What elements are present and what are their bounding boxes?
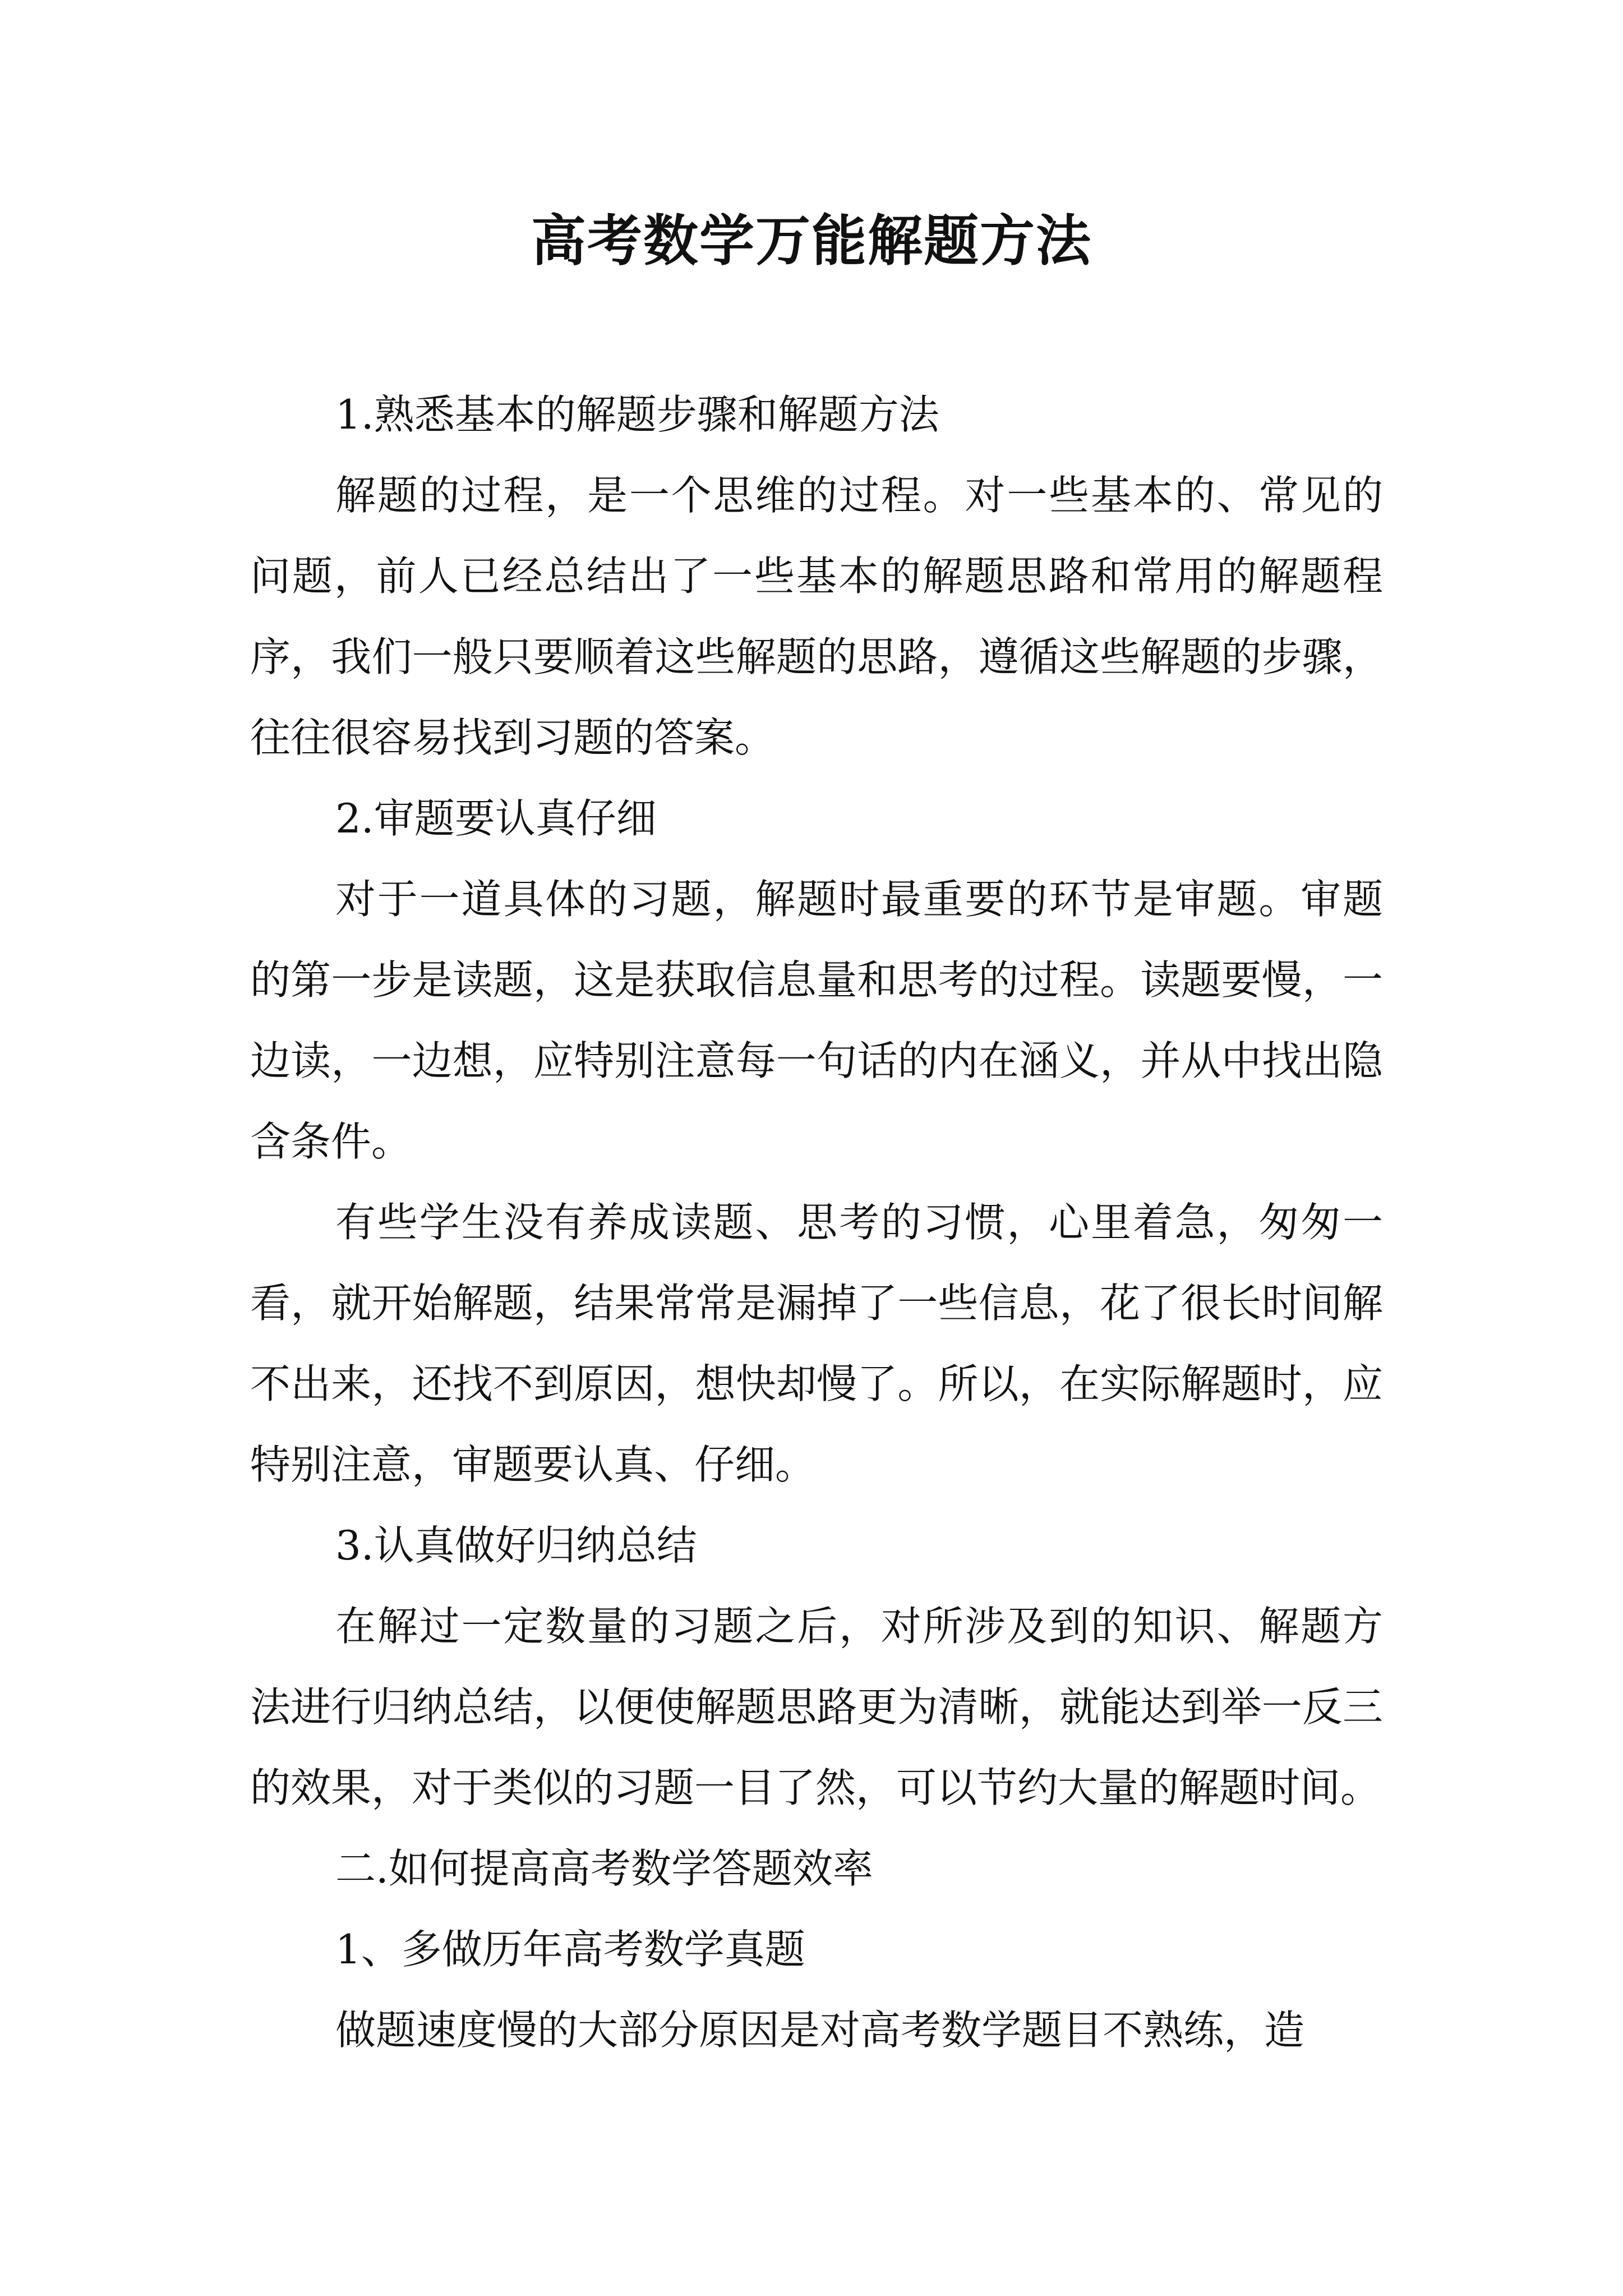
body-paragraph: 有些学生没有养成读题、思考的习惯，心里着急，匆匆一看，就开始解题，结果常常是漏掉了一些信息，花了很长时间解不出来，还找不到原因，想快却慢了。所以，在实际解题时，应特别注意，审题要认真、仔细。: [250, 1199, 1383, 1488]
body-paragraph: 在解过一定数量的习题之后，对所涉及到的知识、解题方法进行归纳总结，以便使解题思路更为清晰，就能达到举一反三的效果，对于类似的习题一目了然，可以节约大量的解题时间。: [250, 1603, 1383, 1811]
section-heading: 1.熟悉基本的解题步骤和解题方法: [335, 391, 939, 438]
body-paragraph: 对于一道具体的习题，解题时最重要的环节是审题。审题的第一步是读题，这是获取信息量和思考的过程。读题要慢，一边读，一边想，应特别注意每一句话的内在涵义，并从中找出隐含条件。: [250, 876, 1383, 1165]
body-paragraph: 解题的过程，是一个思维的过程。对一些基本的、常见的问题，前人已经总结出了一些基本的解题思路和常用的解题程序，我们一般只要顺着这些解题的思路，遵循这些解题的步骤，往往很容易找到习题的答案。: [250, 472, 1383, 761]
section-heading: 二.如何提高高考数学答题效率: [335, 1845, 873, 1892]
section-heading: 2.审题要认真仔细: [335, 795, 657, 842]
body-paragraph: 做题速度慢的大部分原因是对高考数学题目不熟练，造: [335, 2007, 1305, 2054]
section-heading: 1、多做历年高考数学真题: [335, 1926, 805, 1973]
section-heading: 3.认真做好归纳总结: [335, 1522, 697, 1569]
document-title: 高考数学万能解题方法: [531, 209, 1092, 273]
document-body: [250, 374, 1383, 2070]
